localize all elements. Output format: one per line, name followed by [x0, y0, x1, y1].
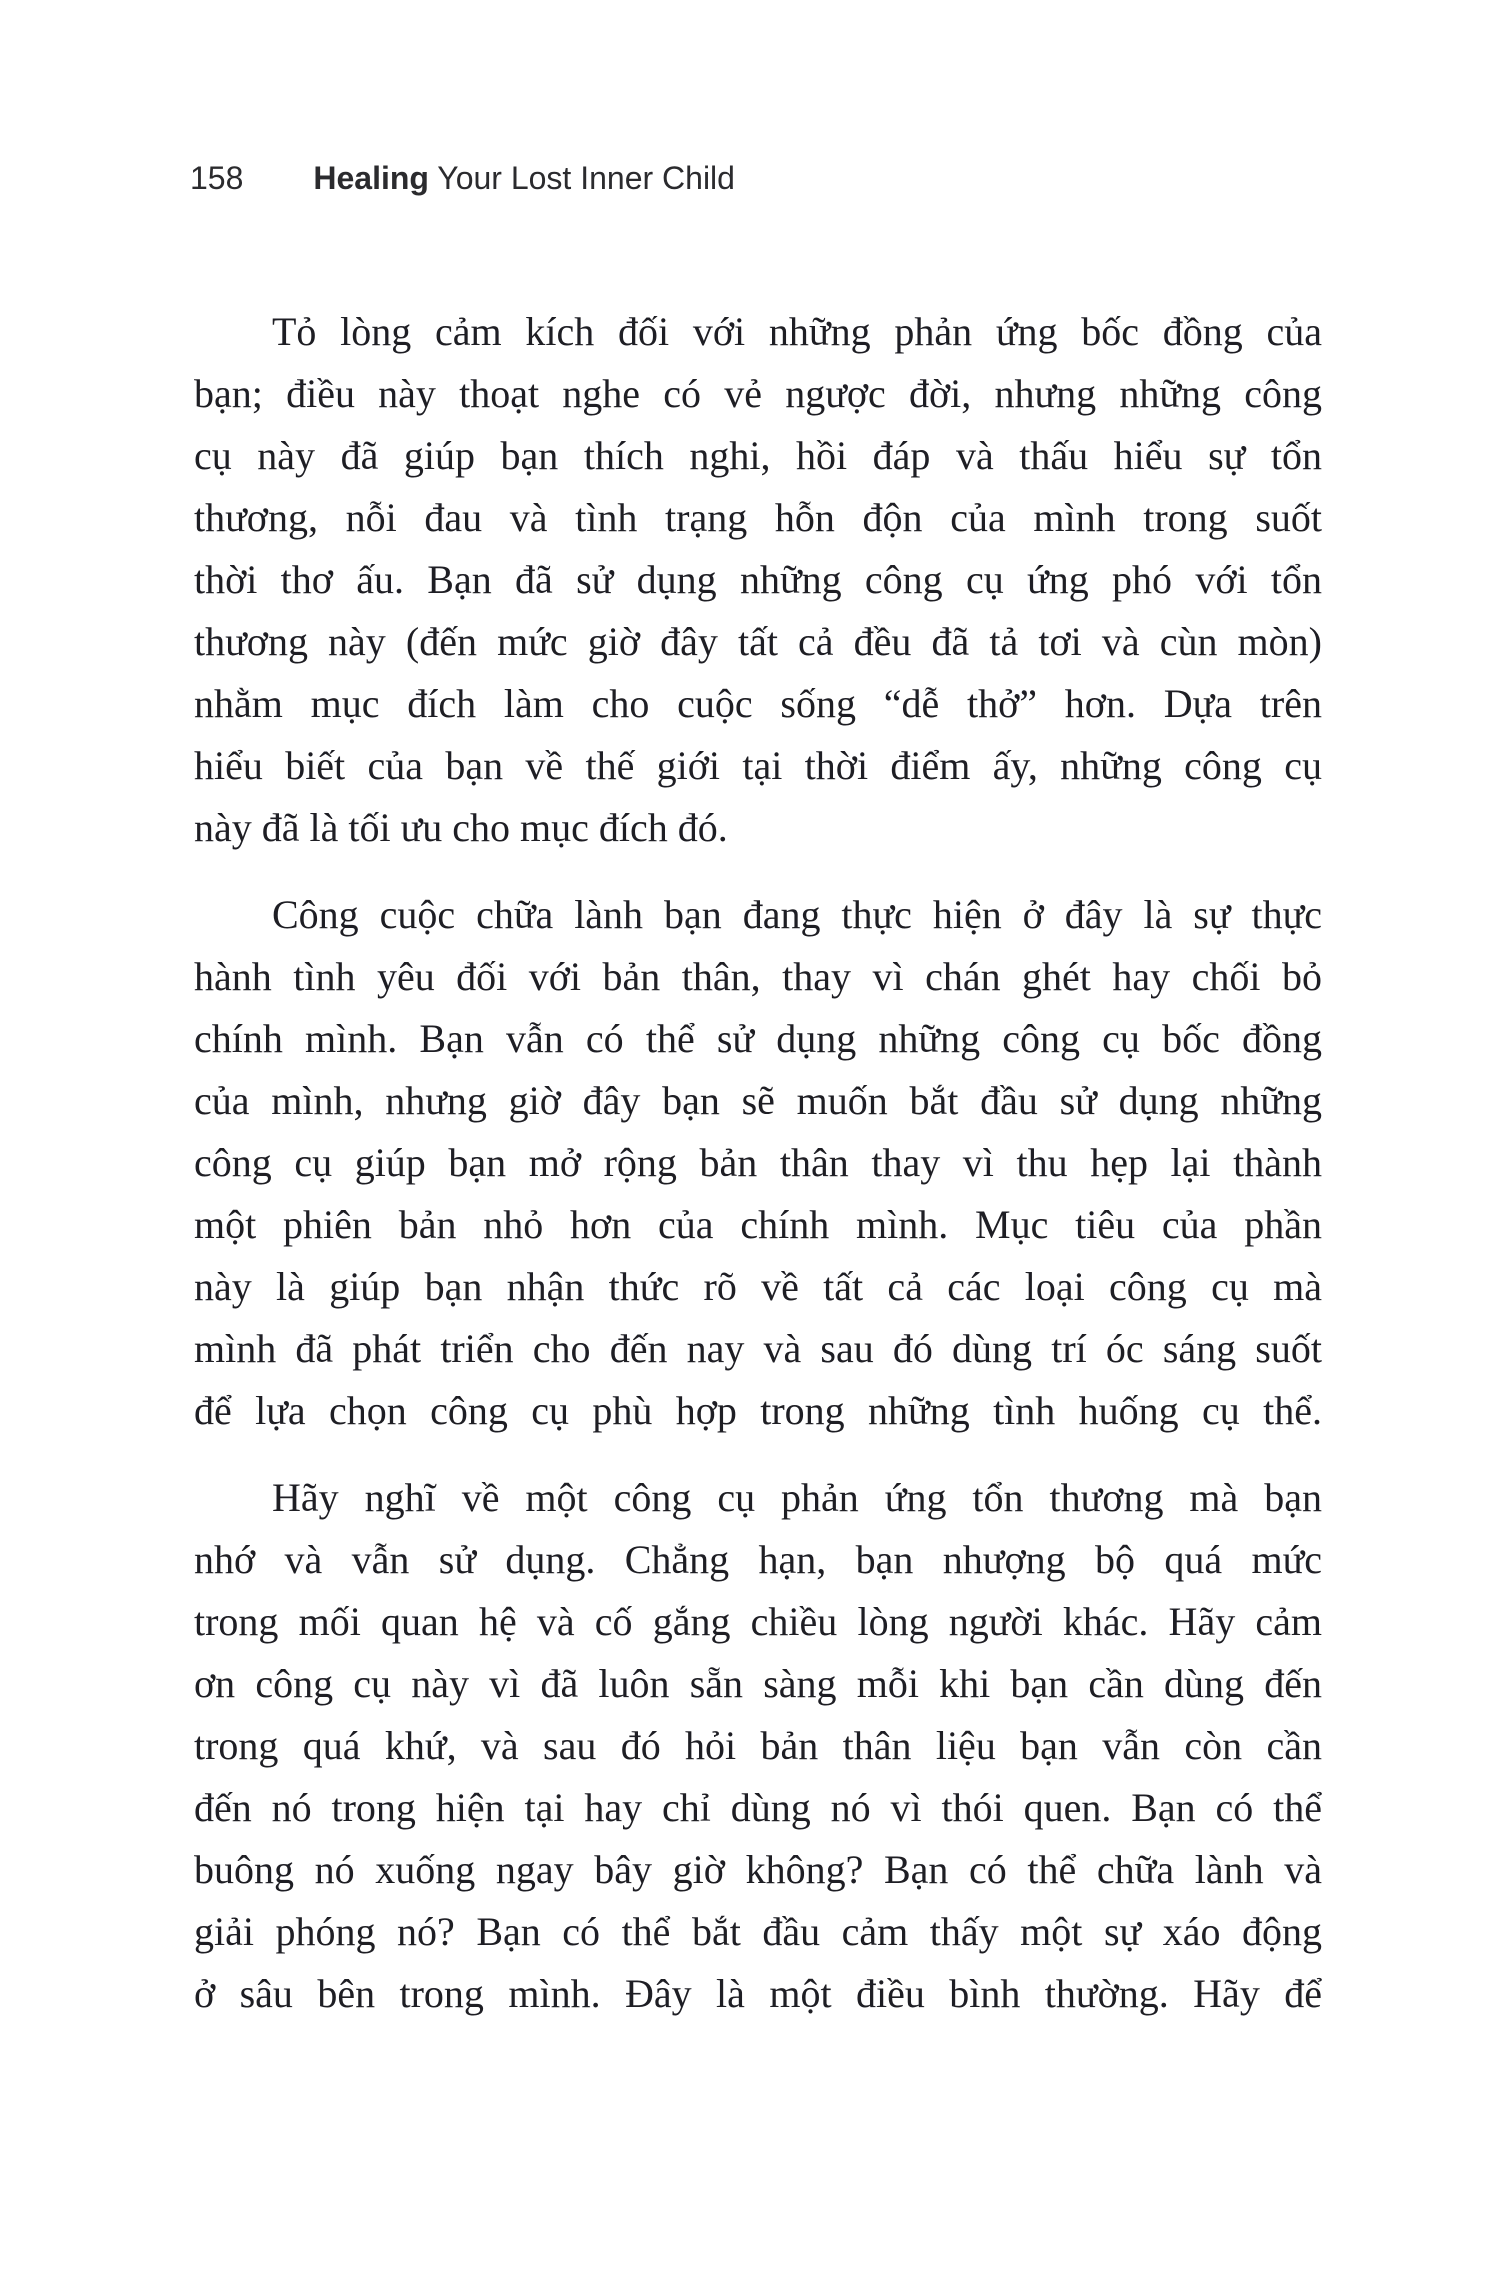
text-line: cụ này đã giúp bạn thích nghi, hồi đáp và thấu hiểu sự tổn	[194, 433, 1322, 478]
text-line: đến nó trong hiện tại hay chỉ dùng nó vì thói quen. Bạn có thể	[194, 1785, 1322, 1830]
text-line: chính mình. Bạn vẫn có thể sử dụng những công cụ bốc đồng	[194, 1016, 1322, 1061]
book-title-bold: Healing	[313, 160, 429, 196]
text-block	[194, 301, 1322, 2025]
text-line: ơn công cụ này vì đã luôn sẵn sàng mỗi khi bạn cần dùng đến	[194, 1661, 1322, 1706]
text-line: trong mối quan hệ và cố gắng chiều lòng người khác. Hãy cảm	[194, 1599, 1322, 1644]
text-line: giải phóng nó? Bạn có thể bắt đầu cảm thấy một sự xáo động	[194, 1909, 1322, 1954]
text-line: của mình, nhưng giờ đây bạn sẽ muốn bắt đầu sử dụng những	[194, 1078, 1322, 1123]
text-line: hiểu biết của bạn về thế giới tại thời điểm ấy, những công cụ	[194, 743, 1322, 788]
paragraph	[194, 884, 1322, 1442]
text-line: công cụ giúp bạn mở rộng bản thân thay vì thu hẹp lại thành	[194, 1140, 1322, 1185]
running-header	[190, 160, 735, 196]
text-line: ở sâu bên trong mình. Đây là một điều bình thường. Hãy để	[194, 1971, 1322, 2016]
text-line: thương này (đến mức giờ đây tất cả đều đã tả tơi và cùn mòn)	[194, 619, 1322, 664]
text-line: bạn; điều này thoạt nghe có vẻ ngược đời, nhưng những công	[194, 371, 1322, 416]
text-line: buông nó xuống ngay bây giờ không? Bạn có thể chữa lành và	[194, 1847, 1322, 1892]
paragraph	[194, 1467, 1322, 2025]
text-line: trong quá khứ, và sau đó hỏi bản thân liệu bạn vẫn còn cần	[194, 1723, 1322, 1768]
text-line: này là giúp bạn nhận thức rõ về tất cả các loại công cụ mà	[194, 1264, 1322, 1309]
text-line: Công cuộc chữa lành bạn đang thực hiện ở đây là sự thực	[272, 892, 1322, 937]
text-line: thời thơ ấu. Bạn đã sử dụng những công cụ ứng phó với tổn	[194, 557, 1322, 602]
text-line: mình đã phát triển cho đến nay và sau đó dùng trí óc sáng suốt	[194, 1326, 1322, 1371]
page-number: 158	[190, 160, 244, 196]
text-line: hành tình yêu đối với bản thân, thay vì chán ghét hay chối bỏ	[194, 954, 1322, 999]
text-line: Tỏ lòng cảm kích đối với những phản ứng bốc đồng của	[272, 309, 1322, 354]
text-line: nhằm mục đích làm cho cuộc sống “dễ thở” hơn. Dựa trên	[194, 681, 1322, 726]
text-line: này đã là tối ưu cho mục đích đó.	[194, 805, 728, 850]
text-line: để lựa chọn công cụ phù hợp trong những tình huống cụ thể.	[194, 1388, 1322, 1433]
text-line: nhớ và vẫn sử dụng. Chẳng hạn, bạn nhượng bộ quá mức	[194, 1537, 1322, 1582]
paragraph	[194, 301, 1322, 859]
book-title	[313, 160, 735, 196]
text-line: Hãy nghĩ về một công cụ phản ứng tổn thương mà bạn	[272, 1475, 1322, 1520]
book-title-rest: Your Lost Inner Child	[428, 160, 735, 196]
text-line: một phiên bản nhỏ hơn của chính mình. Mục tiêu của phần	[194, 1202, 1322, 1247]
text-line: thương, nỗi đau và tình trạng hỗn độn của mình trong suốt	[194, 495, 1322, 540]
